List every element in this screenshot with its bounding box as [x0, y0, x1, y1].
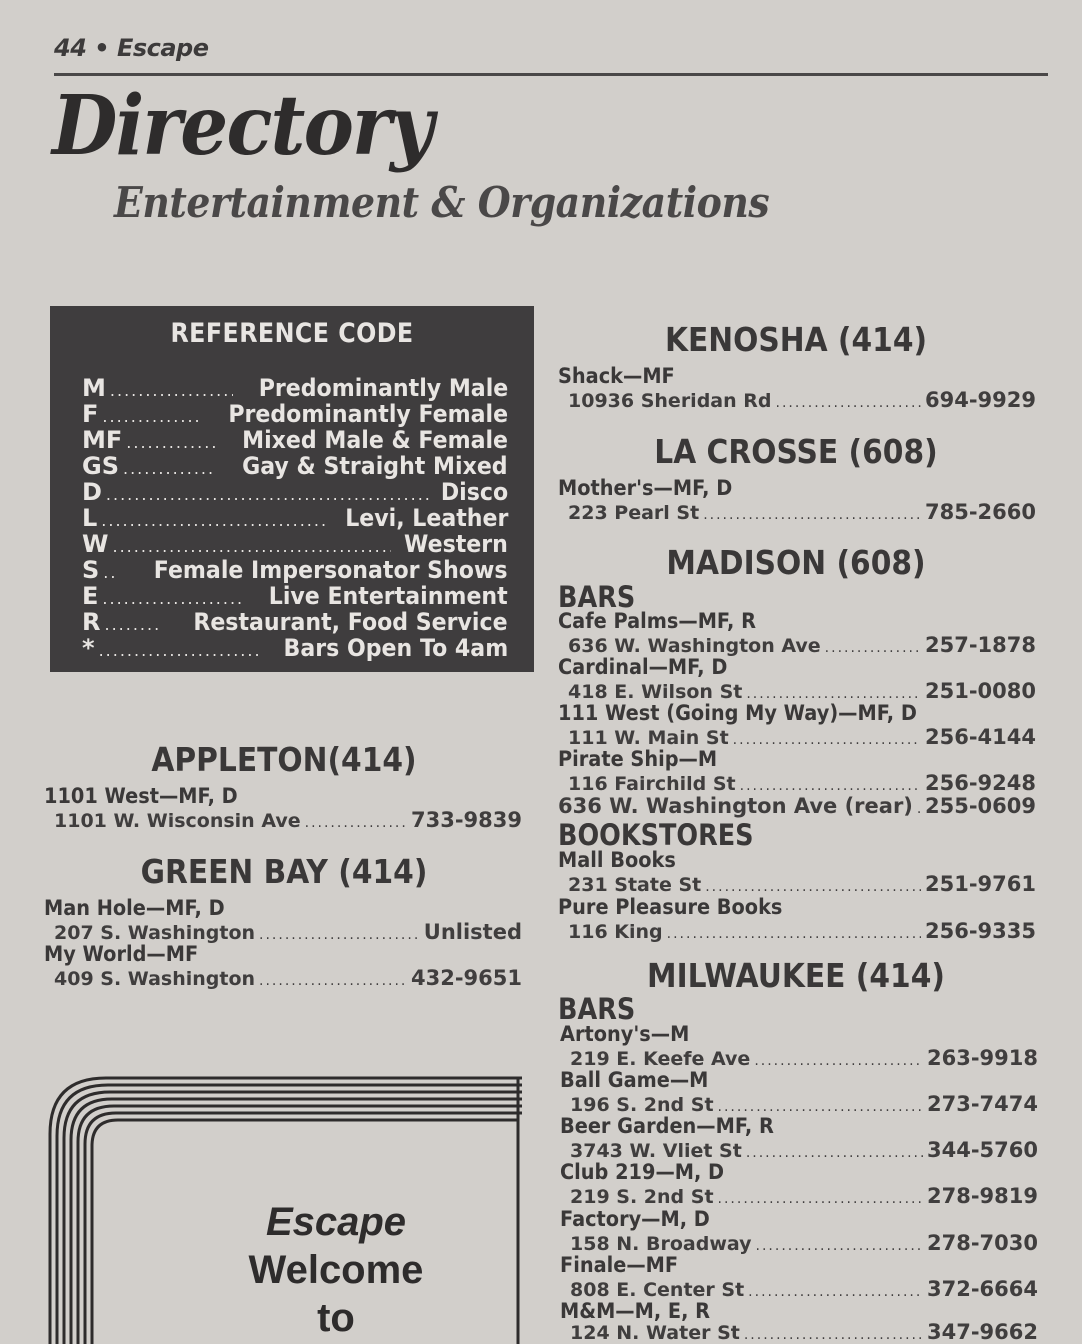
reference-row	[82, 374, 508, 400]
listing-address-row	[568, 633, 1036, 657]
listing-address-row	[54, 808, 522, 832]
ad-line-to: to	[317, 1296, 355, 1340]
listing-address-row	[568, 500, 1036, 524]
listing-phone: 785-2660	[925, 500, 1036, 524]
listing-phone: Unlisted	[423, 920, 522, 944]
city-heading-green-bay: GREEN BAY (414)	[140, 852, 428, 891]
reference-code: W	[82, 530, 109, 558]
city-heading-appleton: APPLETON(414)	[151, 740, 417, 779]
listing-address-row	[568, 388, 1036, 412]
reference-row	[82, 530, 508, 556]
listing-address: 1101 W. Wisconsin Ave	[54, 810, 301, 832]
listing-address: 116 Fairchild St	[568, 773, 736, 795]
listing-address-row	[568, 872, 1036, 896]
listing-name: Ball Game—M	[560, 1068, 709, 1092]
listing-phone: 278-7030	[927, 1231, 1038, 1255]
page-folio: 44 • Escape	[54, 34, 209, 62]
listing-phone: 263-9918	[927, 1046, 1038, 1070]
listing-phone: 273-7474	[927, 1092, 1038, 1116]
reference-row	[82, 478, 508, 504]
listing-name: 111 West (Going My Way)—MF, D	[558, 701, 917, 725]
listing-phone: 256-9335	[925, 919, 1036, 943]
reference-code: S	[82, 556, 100, 584]
listing-phone: 255-0609	[925, 794, 1036, 818]
listing-name: Mall Books	[558, 848, 676, 872]
reference-meaning: Bars Open To 4am	[283, 634, 508, 662]
listing-address-row	[568, 679, 1036, 703]
reference-meaning: Disco	[440, 478, 508, 506]
ad-line-escape: Escape	[265, 1200, 407, 1244]
listing-name: Shack—MF	[558, 364, 675, 388]
listing-address-row	[568, 771, 1036, 795]
reference-code: M	[82, 374, 106, 402]
listing-name: Finale—MF	[560, 1253, 679, 1277]
listing-address: 219 E. Keefe Ave	[570, 1048, 751, 1070]
reference-meaning: Live Entertainment	[269, 582, 508, 610]
listing-name: Club 219—M, D	[560, 1160, 725, 1184]
reference-code: R	[82, 608, 101, 636]
reference-code: L	[82, 504, 98, 532]
listing-address-row	[570, 1231, 1038, 1255]
city-heading-la-crosse: LA CROSSE (608)	[654, 432, 938, 471]
listing-address: 10936 Sheridan Rd	[568, 390, 772, 412]
listing-address-row	[570, 1046, 1038, 1070]
listing-phone: 733-9839	[411, 808, 522, 832]
reference-row	[82, 556, 508, 582]
ad-line-welcome: Welcome	[248, 1248, 424, 1292]
listing-name: 1101 West—MF, D	[44, 784, 238, 808]
listing-address: 207 S. Washington	[54, 922, 256, 944]
listing-name: Man Hole—MF, D	[44, 896, 225, 920]
listing-address-row	[570, 1092, 1038, 1116]
listing-name: Mother's—MF, D	[558, 476, 733, 500]
reference-meaning: Gay & Straight Mixed	[242, 452, 508, 480]
listing-name: Pure Pleasure Books	[558, 895, 783, 919]
listing-address: 111 W. Main St	[568, 727, 729, 749]
reference-meaning: Predominantly Male	[258, 374, 508, 402]
listing-phone: 347-9662	[927, 1320, 1038, 1344]
listing-address-row	[570, 1184, 1038, 1208]
listing-address-row	[568, 919, 1036, 943]
city-heading-milwaukee: MILWAUKEE (414)	[647, 956, 945, 995]
reference-meaning: Restaurant, Food Service	[193, 608, 508, 636]
reference-row	[82, 608, 508, 634]
reference-row	[82, 452, 508, 478]
listing-address: 636 W. Washington Ave (rear)	[558, 794, 913, 818]
listing-address: 196 S. 2nd St	[570, 1094, 714, 1116]
listing-address: 158 N. Broadway	[570, 1233, 752, 1255]
listing-address: 636 W. Washington Ave	[568, 635, 821, 657]
listing-address-row	[54, 966, 522, 990]
listing-phone: 251-9761	[925, 872, 1036, 896]
listing-address: 231 State St	[568, 874, 702, 896]
section-bars: BARS	[558, 992, 636, 1026]
section-bookstores: BOOKSTORES	[558, 818, 754, 852]
listing-address: 418 E. Wilson St	[568, 681, 743, 703]
page-subtitle: Entertainment & Organizations	[114, 178, 770, 227]
reference-code: MF	[82, 426, 123, 454]
listing-address-row	[570, 1277, 1038, 1301]
listing-phone: 432-9651	[411, 966, 522, 990]
reference-code: *	[82, 634, 95, 662]
reference-row	[82, 634, 508, 660]
listing-phone: 251-0080	[925, 679, 1036, 703]
listing-name: Pirate Ship—M	[558, 747, 718, 771]
listing-address: 808 E. Center St	[570, 1279, 745, 1301]
listing-address-row	[570, 1138, 1038, 1162]
listing-address: 409 S. Washington	[54, 968, 256, 990]
listing-address: 219 S. 2nd St	[570, 1186, 714, 1208]
reference-meaning: Levi, Leather	[344, 504, 508, 532]
listing-name: Cafe Palms—MF, R	[558, 609, 756, 633]
listing-name: Cardinal—MF, D	[558, 655, 728, 679]
reference-code: E	[82, 582, 99, 610]
reference-code: F	[82, 400, 99, 428]
listing-name: M&M—M, E, R	[560, 1299, 711, 1323]
listing-address: 116 King	[568, 921, 663, 943]
listing-phone: 372-6664	[927, 1277, 1038, 1301]
section-bars: BARS	[558, 580, 636, 614]
reference-code: D	[82, 478, 102, 506]
city-heading-kenosha: KENOSHA (414)	[664, 320, 928, 359]
listing-name: Artony's—M	[560, 1022, 690, 1046]
listing-phone: 256-4144	[925, 725, 1036, 749]
reference-row	[82, 400, 508, 426]
listing-phone: 278-9819	[927, 1184, 1038, 1208]
reference-code-box	[50, 306, 534, 672]
reference-meaning: Predominantly Female	[228, 400, 508, 428]
reference-row	[82, 504, 508, 530]
reference-meaning: Female Impersonator Shows	[154, 556, 508, 584]
reference-row	[82, 582, 508, 608]
header-rule	[54, 73, 1048, 76]
listing-phone: 694-9929	[925, 388, 1036, 412]
reference-row	[82, 426, 508, 452]
listing-phone: 257-1878	[925, 633, 1036, 657]
listing-phone: 256-9248	[925, 771, 1036, 795]
listing-name: My World—MF	[44, 942, 199, 966]
escape-ad-box	[46, 1074, 524, 1344]
listing-phone: 344-5760	[927, 1138, 1038, 1162]
reference-meaning: Western	[404, 530, 508, 558]
listing-address-row	[568, 725, 1036, 749]
listing-address: 3743 W. Vliet St	[570, 1140, 742, 1162]
page-title: Directory	[52, 78, 432, 174]
reference-code: GS	[82, 452, 119, 480]
reference-meaning: Mixed Male & Female	[242, 426, 508, 454]
listing-address-row	[558, 794, 1036, 818]
listing-address-row	[54, 920, 522, 944]
listing-address-row	[570, 1320, 1038, 1344]
listing-name: Beer Garden—MF, R	[560, 1114, 774, 1138]
listing-address: 223 Pearl St	[568, 502, 700, 524]
city-heading-madison: MADISON (608)	[666, 543, 926, 582]
listing-address: 124 N. Water St	[570, 1322, 740, 1344]
reference-code-title: REFERENCE CODE	[170, 318, 414, 349]
listing-name: Factory—M, D	[560, 1207, 710, 1231]
